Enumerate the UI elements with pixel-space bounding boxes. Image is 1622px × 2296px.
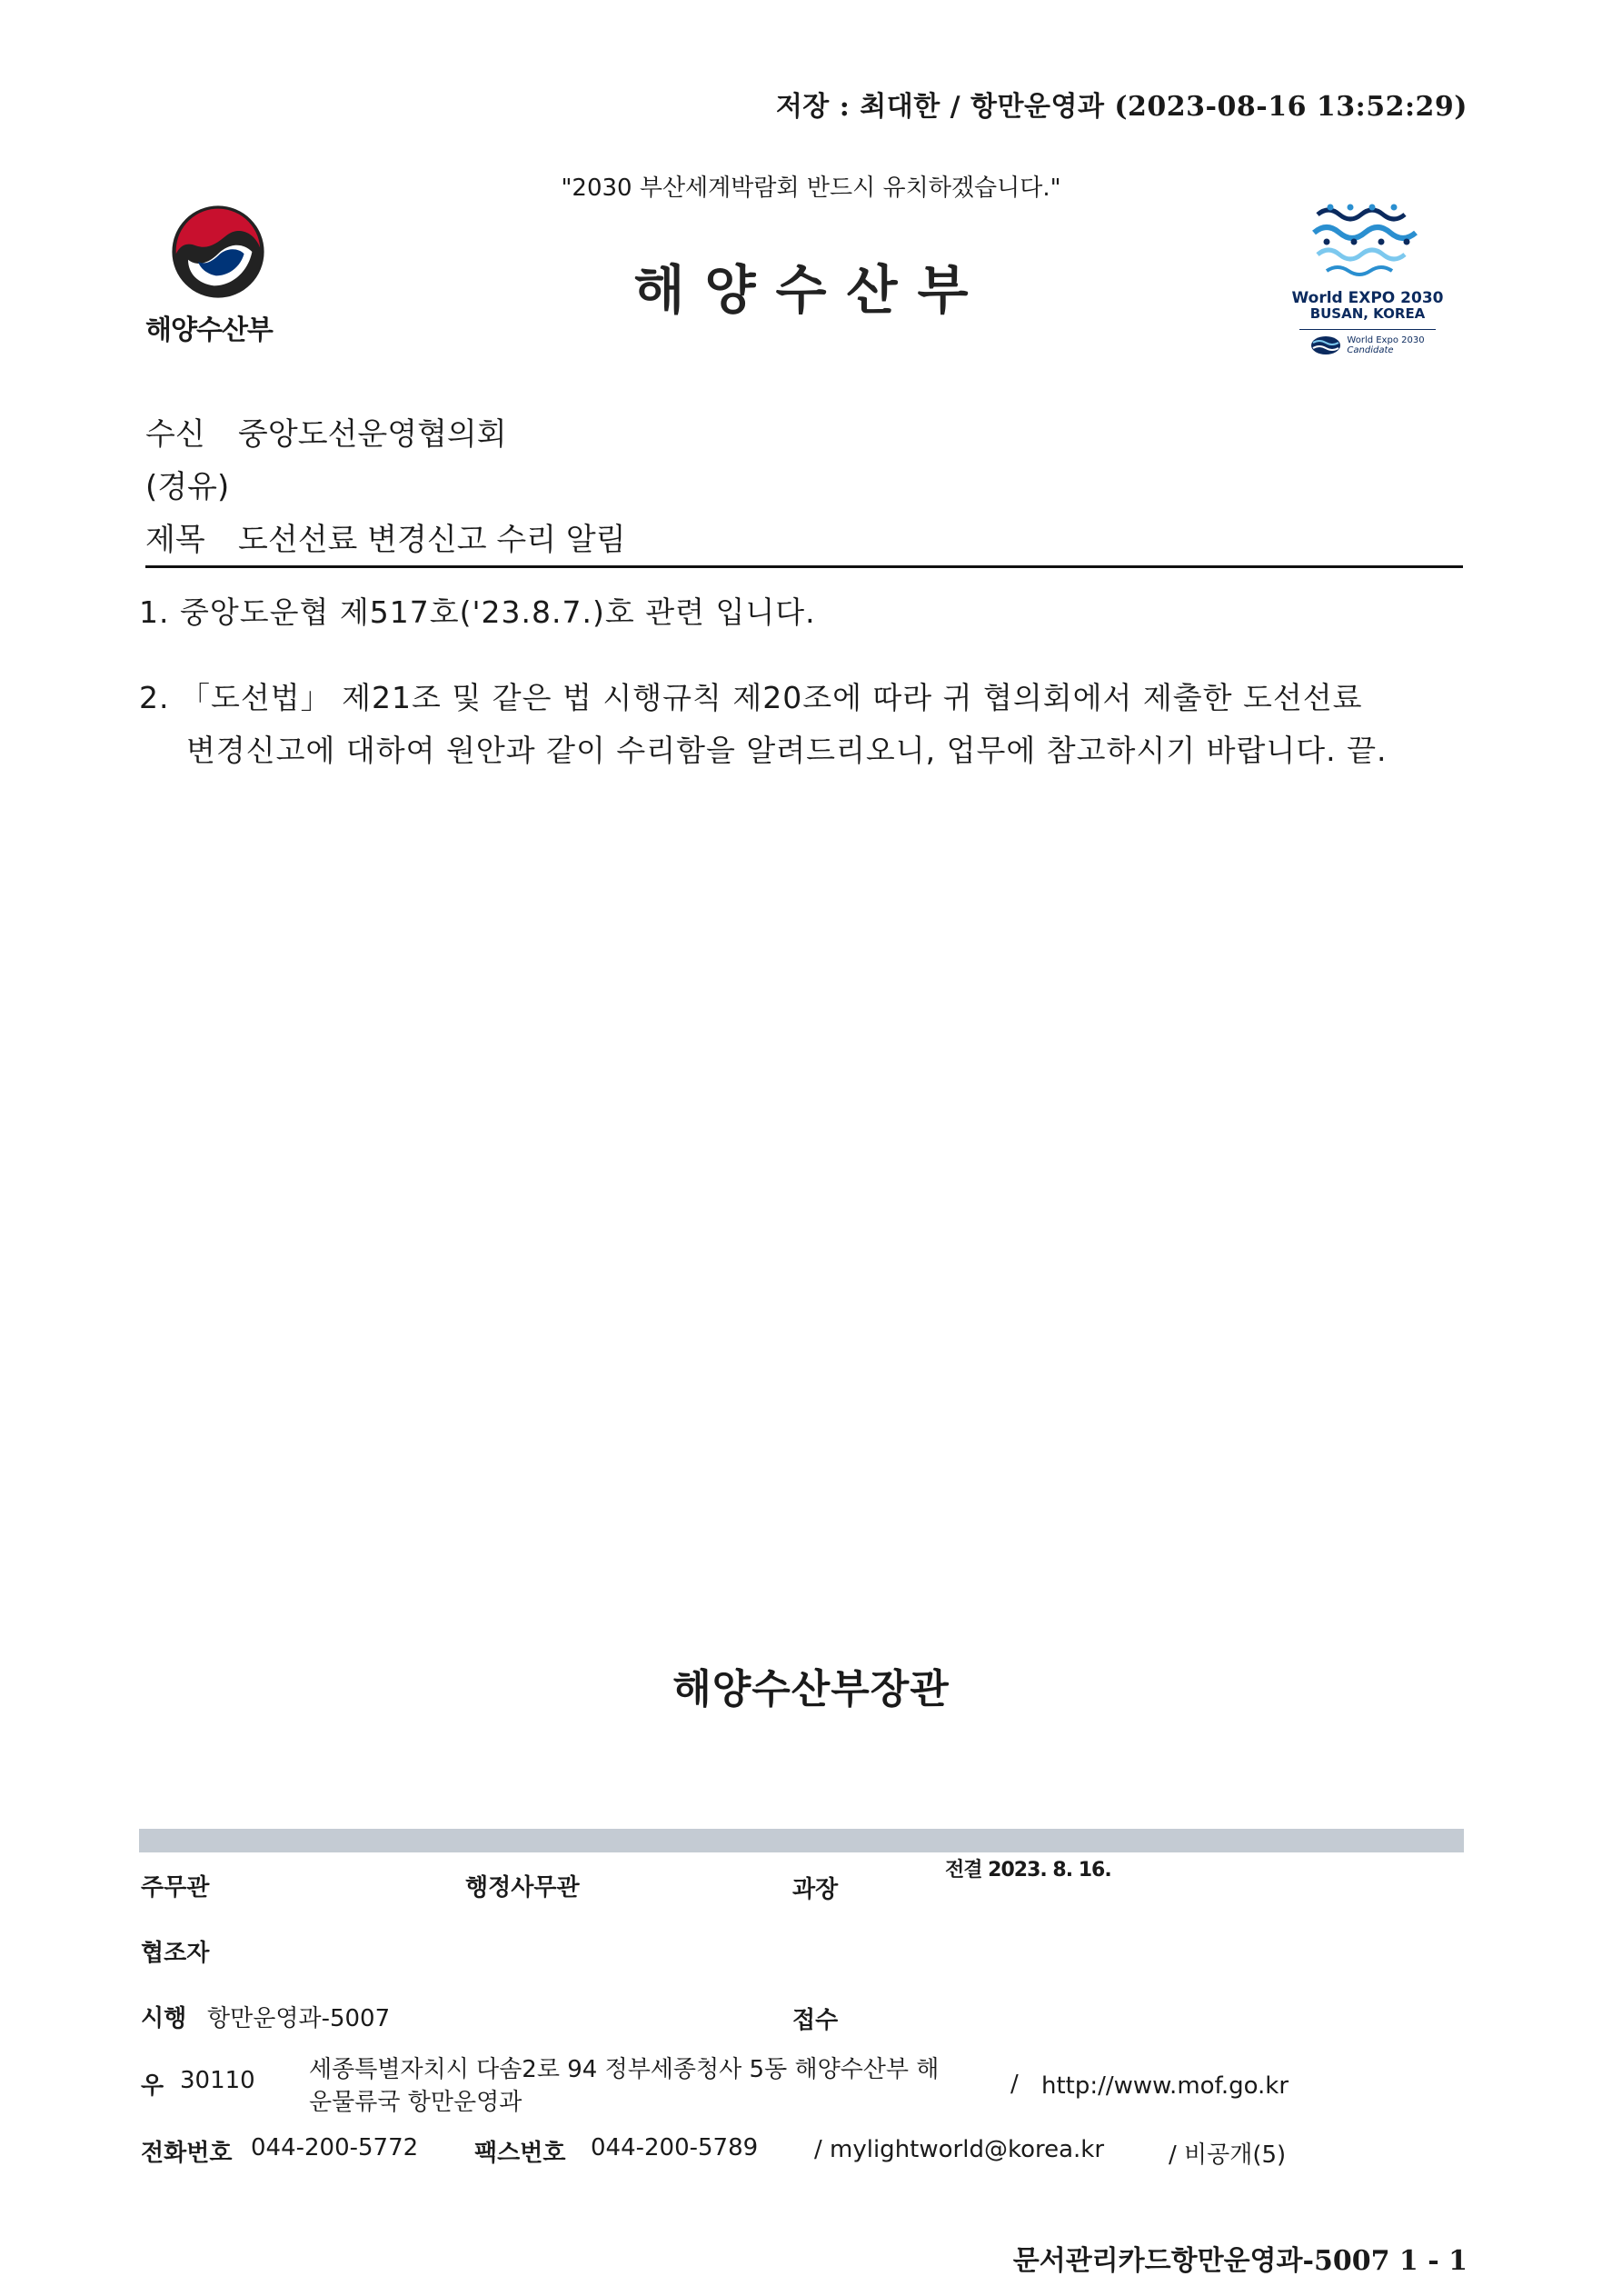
receipt-label: 접수	[792, 2007, 839, 2034]
expo-sub-title: World Expo 2030	[1347, 335, 1425, 345]
fax-label: 팩스번호	[474, 2140, 566, 2167]
fax-number: 044-200-5789	[591, 2134, 759, 2161]
postal-label: 우	[141, 2072, 164, 2100]
document-card-reference: 문서관리카드항만운영과-5007 1 - 1	[1012, 2245, 1468, 2277]
website-link[interactable]: http://www.mof.go.kr	[1041, 2072, 1289, 2100]
recipient-value: 중앙도선운영협의회	[238, 416, 507, 453]
address-line-2: 운물류국 항만운영과	[309, 2089, 522, 2116]
via-label: (경유)	[145, 469, 230, 505]
expo-logo	[1290, 202, 1445, 365]
world-expo-wave-emblem-icon	[1309, 202, 1427, 284]
header-divider	[145, 565, 1463, 568]
chief-label: 과장	[792, 1876, 839, 1903]
slogan: "2030 부산세계박람회 반드시 유치하겠습니다."	[561, 175, 1061, 202]
admin-officer-label: 행정사무관	[465, 1874, 580, 1902]
saved-info: 저장 : 최대한 / 항만운영과 (2023-08-16 13:52:29)	[775, 91, 1468, 123]
expo-candidate-badge	[1299, 329, 1436, 355]
address-line-1: 세종특별자치시 다솜2로 94 정부세종청사 5동 해양수산부 해	[309, 2056, 940, 2083]
footer-divider-bar	[139, 1829, 1464, 1852]
body-paragraph-2b: 변경신고에 대하여 원안과 같이 수리함을 알려드리오니, 업무에 참고하시기 바랍니다. 끝.	[186, 733, 1388, 768]
body-paragraph-1: 1. 중앙도운협 제517호('23.8.7.)호 관련 입니다.	[139, 594, 816, 630]
cooperator-label: 협조자	[141, 1940, 210, 1967]
expo-globe-icon	[1310, 335, 1341, 355]
enforce-number: 항만운영과-5007	[207, 2005, 391, 2032]
body-paragraph-2a: 2. 「도선법」 제21조 및 같은 법 시행규칙 제20조에 따라 귀 협의회에서 제출한 도선선료	[139, 680, 1363, 715]
subject-label: 제목	[145, 522, 205, 558]
address-separator: /	[1010, 2071, 1019, 2098]
postal-code: 30110	[180, 2067, 255, 2094]
email-link[interactable]: / mylightworld@korea.kr	[814, 2136, 1105, 2163]
ministry-logo-name: 해양수산부	[145, 314, 273, 346]
phone-label: 전화번호	[141, 2140, 233, 2167]
expo-subtitle: BUSAN, KOREA	[1309, 305, 1426, 322]
disclosure-status: / 비공개(5)	[1169, 2141, 1287, 2169]
org-title: 해양수산부	[633, 259, 989, 321]
expo-sub-candidate: Candidate	[1347, 345, 1394, 355]
expo-title: World EXPO 2030	[1291, 289, 1444, 307]
subject-value: 도선선료 변경신고 수리 알림	[238, 522, 626, 558]
minister-signature-title: 해양수산부장관	[672, 1666, 950, 1712]
officer-label: 주무관	[141, 1874, 210, 1902]
enforce-label: 시행	[141, 2005, 187, 2032]
approval-date: 전결 2023. 8. 16.	[945, 1859, 1111, 1882]
recipient-label: 수신	[145, 416, 205, 453]
phone-number: 044-200-5772	[251, 2134, 419, 2161]
